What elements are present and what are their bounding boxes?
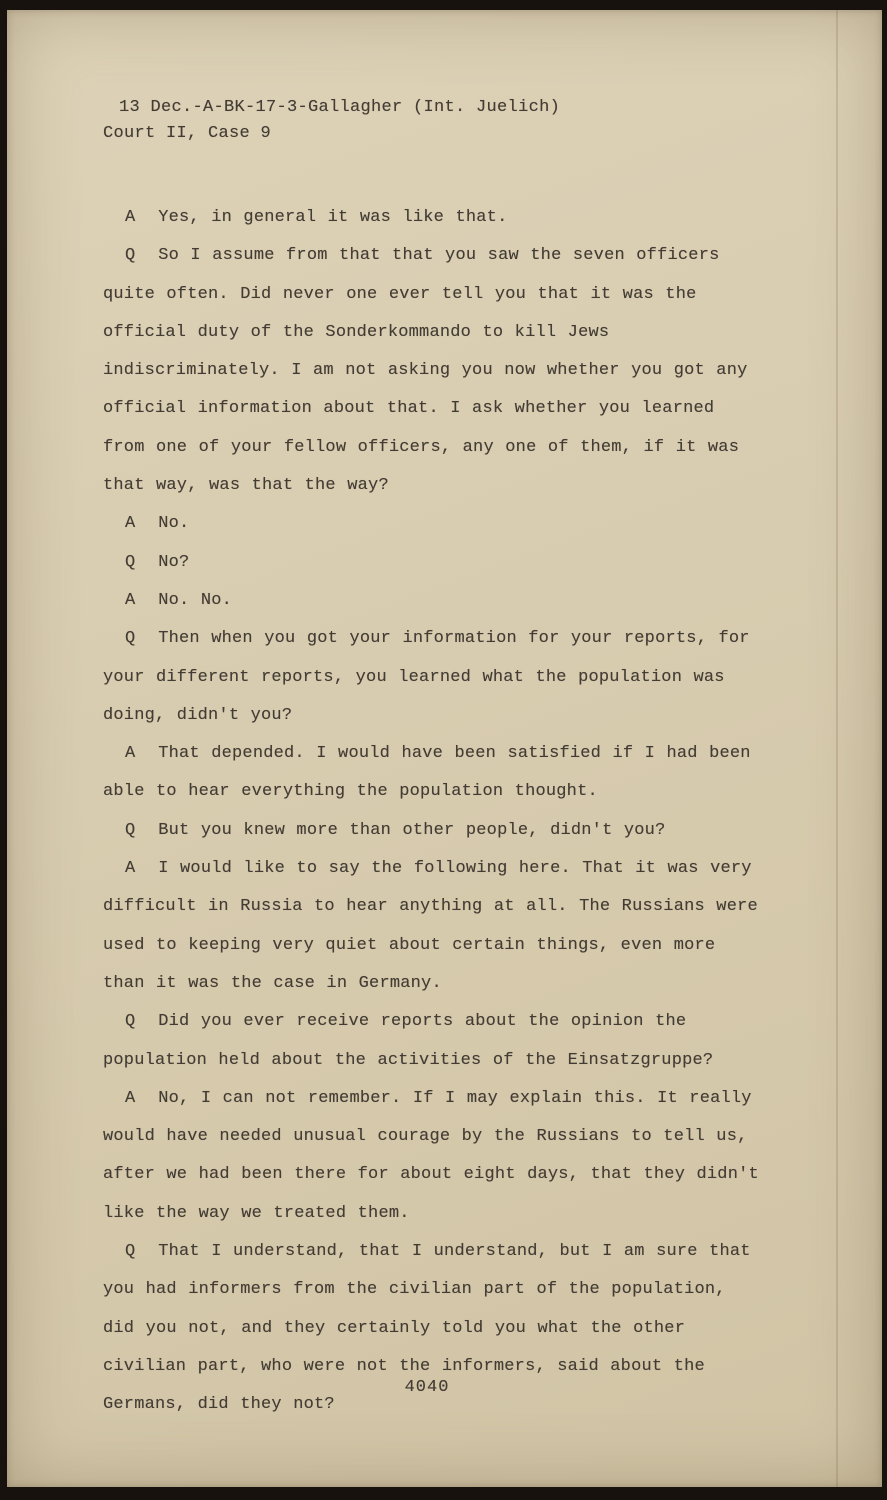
- paragraph-text: No, I can not remember. If I may explain this. It really would have needed unusual courage by the Russians to tell us, after we had been there for about eight days, that they didn't like the way we treated them.: [103, 1088, 759, 1223]
- page-number: 4040: [404, 1378, 450, 1397]
- transcript-paragraph: [103, 237, 763, 505]
- transcript-paragraph: [103, 812, 763, 850]
- paragraph-text: That I understand, that I understand, but I am sure that you had informers from the civilian part of the population, did you not, and they certainly told you what the other civilian part, who were not the informers, said about the Germans, did they not?: [103, 1242, 751, 1415]
- header-court-case: Court II, Case 9: [103, 124, 272, 143]
- paragraph-text: But you knew more than other people, didn't you?: [135, 820, 666, 840]
- paragraph-text: So I assume from that that you saw the seven officers quite often. Did never one ever tell you that it was the official duty of the Sonderkommando to kill Jews indiscriminately. I am not asking you now whether you got any official information about that. I ask whether you learned from one of your fellow officers, any one of them, if it was that way, was that the way?: [103, 246, 748, 496]
- header-case-reference: 13 Dec.-A-BK-17-3-Gallagher (Int. Juelich): [119, 98, 561, 117]
- paragraph-speaker: A: [125, 514, 136, 534]
- paragraph-speaker: Q: [125, 246, 136, 266]
- paragraph-speaker: Q: [125, 1242, 136, 1262]
- transcript-paragraph: [103, 582, 763, 620]
- transcript-paragraph: [103, 505, 763, 543]
- paragraph-speaker: A: [125, 744, 136, 764]
- paragraph-speaker: Q: [125, 552, 136, 572]
- paragraph-speaker: A: [125, 208, 136, 227]
- paragraph-text: I would like to say the following here. That it was very difficult in Russia to hear anything at all. The Russians were used to keeping very quiet about certain things, even more than it was the case in Germany.: [103, 859, 758, 993]
- document-page: [7, 10, 882, 1487]
- paragraph-speaker: A: [125, 859, 136, 879]
- transcript-paragraph: [103, 850, 763, 1003]
- paragraph-text: That depended. I would have been satisfied if I had been able to hear everything the population thought.: [103, 744, 751, 802]
- paragraph-text: No. No.: [135, 590, 233, 610]
- paragraph-text: Then when you got your information for your reports, for your different reports, you learned what the population was doing, didn't you?: [103, 629, 750, 725]
- page-content: [103, 95, 763, 1425]
- paragraph-speaker: Q: [125, 820, 136, 840]
- paragraph-speaker: Q: [125, 629, 136, 649]
- transcript-body: [103, 199, 763, 1425]
- paragraph-text: No.: [135, 514, 190, 534]
- paragraph-speaker: Q: [125, 1012, 136, 1032]
- paragraph-speaker: A: [125, 590, 136, 610]
- transcript-paragraph: [103, 1080, 763, 1233]
- transcript-paragraph: [103, 1003, 763, 1080]
- paragraph-text: Did you ever receive reports about the opinion the population held about the activities of the Einsatzgruppe?: [103, 1012, 714, 1070]
- transcript-paragraph: [103, 735, 763, 812]
- paragraph-speaker: A: [125, 1088, 136, 1108]
- paragraph-text: Yes, in general it was like that.: [135, 208, 508, 227]
- document-header: [103, 95, 763, 147]
- paragraph-text: No?: [135, 552, 190, 572]
- transcript-paragraph: [103, 620, 763, 735]
- transcript-paragraph: [103, 199, 763, 237]
- transcript-paragraph: [103, 544, 763, 582]
